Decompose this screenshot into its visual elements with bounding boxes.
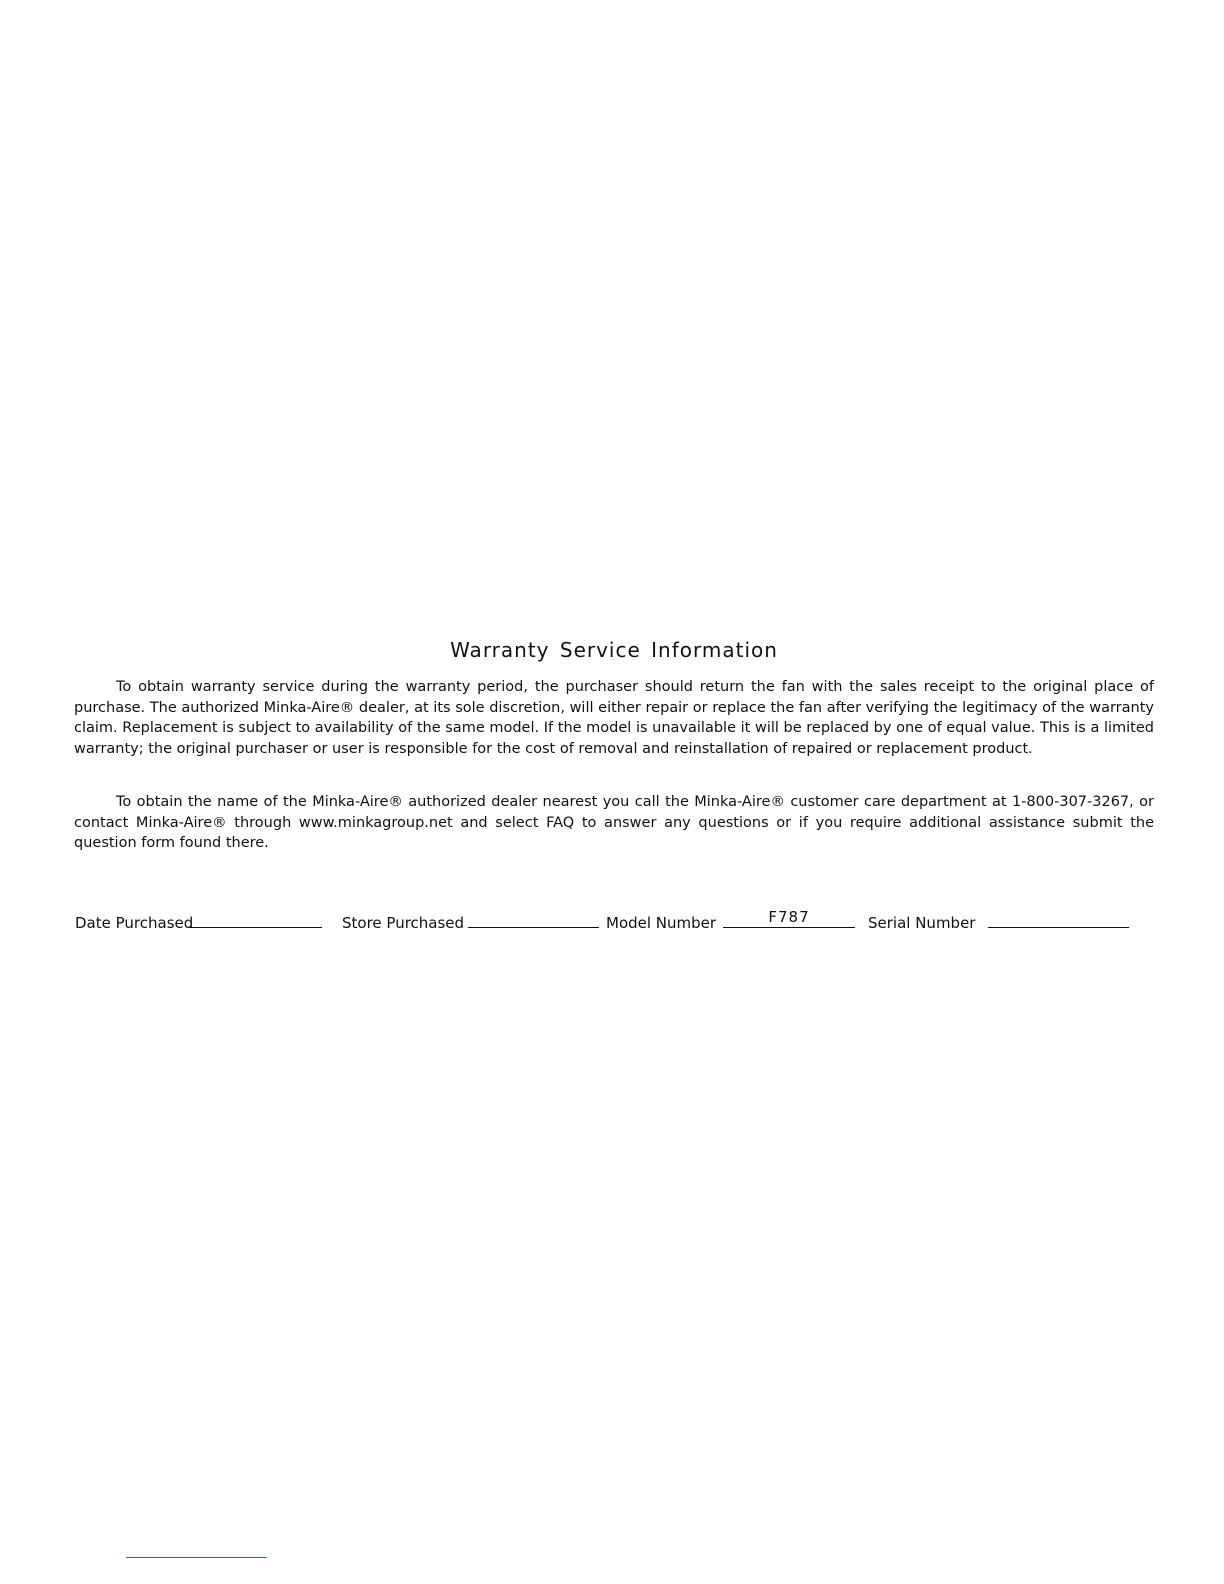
store-purchased-line[interactable] bbox=[468, 927, 599, 928]
warranty-paragraph: To obtain warranty service during the warranty period, the purchaser should return the fan with the sales receipt to the original place of purchase. The authorized Minka-Aire® dealer, at its sole discretion, will either repair or replace the fan after verifying the legitimacy of the warranty claim. Replacement is subject to availability of the same model. If the model is unavailable it will be replaced by one of equal value. This is a limited warranty; the original purchaser or user is responsible for the cost of removal and reinstallation of repaired or replacement product. bbox=[74, 679, 1154, 757]
date-purchased-label: Date Purchased bbox=[75, 914, 194, 932]
serial-number-line[interactable] bbox=[988, 927, 1129, 928]
purchase-info-form bbox=[0, 900, 1224, 940]
dealer-contact-paragraph: To obtain the name of the Minka-Aire® authorized dealer nearest you call the Minka-Aire® customer care department at 1-800-307-3267, or contact Minka-Aire® through www.minkagroup.net and select FAQ to answer any questions or if you require additional assistance submit the question form found there. bbox=[74, 794, 1154, 851]
model-number-label: Model Number bbox=[606, 914, 717, 932]
model-number-value: F787 bbox=[768, 908, 810, 926]
store-purchased-label: Store Purchased bbox=[342, 914, 465, 932]
page-title: Warranty Service Information bbox=[450, 638, 778, 662]
serial-number-label: Serial Number bbox=[868, 914, 976, 932]
model-number-line[interactable] bbox=[723, 927, 855, 928]
footer-rule bbox=[126, 1557, 267, 1558]
date-purchased-line[interactable] bbox=[189, 927, 322, 928]
